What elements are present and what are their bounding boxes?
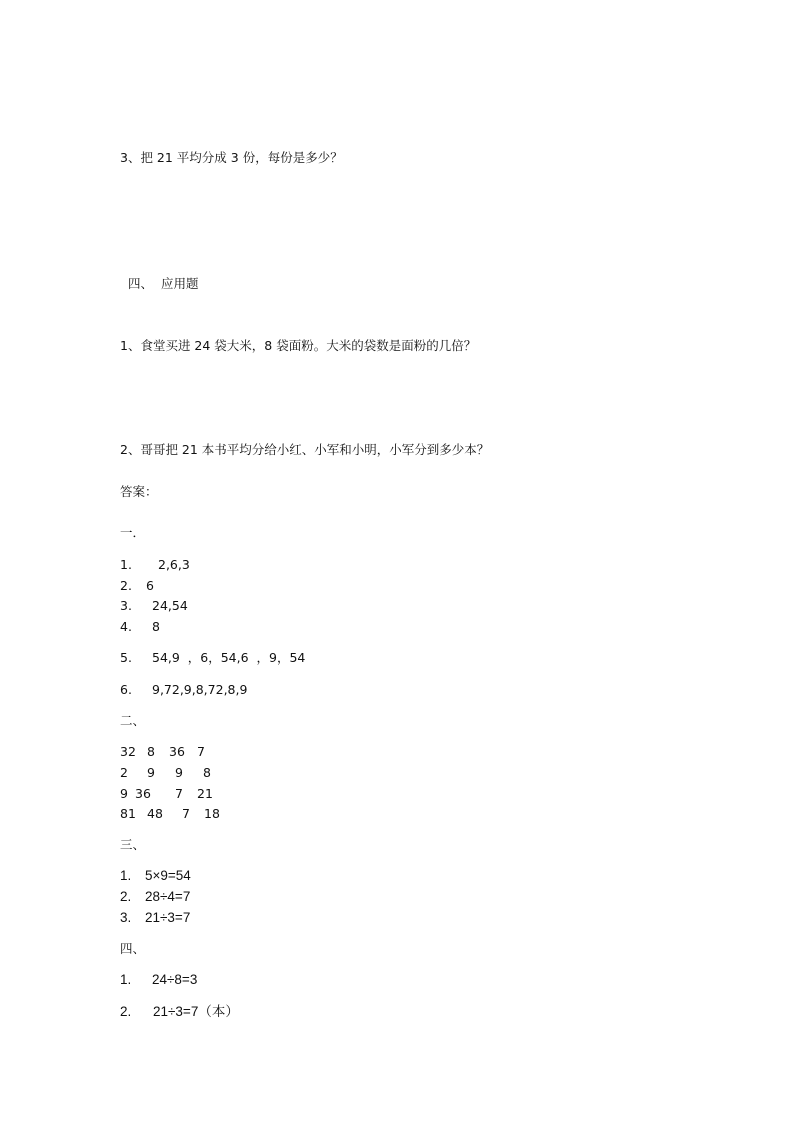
- item-value: 5×9=54: [145, 868, 191, 883]
- answer-4-2: [120, 1004, 239, 1020]
- section-4-title: 四、 应用题: [128, 276, 199, 291]
- cell: 48: [147, 806, 163, 821]
- item-value: 9,72,9,8,72,8,9: [152, 682, 248, 697]
- cell: 9: [120, 786, 128, 801]
- item-number: 3.: [120, 910, 132, 925]
- cell: 2: [120, 765, 128, 780]
- cell: 81: [120, 806, 136, 821]
- cell: 36: [135, 786, 151, 801]
- item-value: 21÷3=7: [145, 910, 191, 925]
- item-value: 6: [146, 578, 154, 593]
- cell: 21: [197, 786, 213, 801]
- answer-1-3: [120, 598, 188, 614]
- answers-section-4-label: 四、: [120, 941, 146, 956]
- item-number: 1.: [120, 972, 132, 987]
- answers-title: 答案：: [120, 484, 158, 499]
- item-number: 4.: [120, 619, 132, 634]
- answer-1-4: [120, 619, 160, 635]
- answers-section-3-label: 三、: [120, 837, 146, 852]
- item-number: 1.: [120, 557, 132, 572]
- cell: 8: [203, 765, 211, 780]
- cell: 7: [182, 806, 190, 821]
- question-3: 3、把 21 平均分成 3 份，每份是多少？: [120, 150, 343, 165]
- item-value: 24,54: [152, 598, 188, 613]
- answer-1-5: [120, 650, 305, 666]
- answers-section-2-label: 二、: [120, 713, 146, 728]
- cell: 8: [147, 744, 155, 759]
- item-number: 6.: [120, 682, 132, 697]
- cell: 7: [175, 786, 183, 801]
- cell: 9: [175, 765, 183, 780]
- item-number: 2.: [120, 1004, 132, 1019]
- application-question-2: 2、哥哥把 21 本书平均分给小红、小军和小明，小军分到多少本？: [120, 442, 490, 457]
- cell: 7: [197, 744, 205, 759]
- answers-section-1-label: 一．: [120, 525, 146, 540]
- item-value: 28÷4=7: [145, 889, 191, 904]
- item-number: 2.: [120, 578, 132, 593]
- item-number: 2.: [120, 889, 132, 904]
- item-value: 21÷3=7（本）: [153, 1004, 239, 1019]
- application-question-1: 1、食堂买进 24 袋大米，8 袋面粉。大米的袋数是面粉的几倍？: [120, 338, 477, 353]
- cell: 18: [204, 806, 220, 821]
- item-value: 54,9 ，6，54,6 ，9，54: [152, 650, 306, 665]
- answer-4-1: [120, 972, 197, 988]
- cell: 36: [169, 744, 185, 759]
- item-value: 2,6,3: [158, 557, 190, 572]
- answer-1-1: [120, 557, 190, 573]
- answer-1-6: [120, 682, 247, 698]
- cell: 9: [147, 765, 155, 780]
- item-value: 24÷8=3: [152, 972, 198, 987]
- item-number: 3.: [120, 598, 132, 613]
- answer-3-2: [120, 889, 190, 905]
- answer-1-2: [120, 578, 154, 594]
- cell: 32: [120, 744, 136, 759]
- item-value: 8: [152, 619, 160, 634]
- answer-3-3: [120, 910, 190, 926]
- item-number: 1.: [120, 868, 132, 883]
- item-number: 5.: [120, 650, 132, 665]
- answer-3-1: [120, 868, 191, 884]
